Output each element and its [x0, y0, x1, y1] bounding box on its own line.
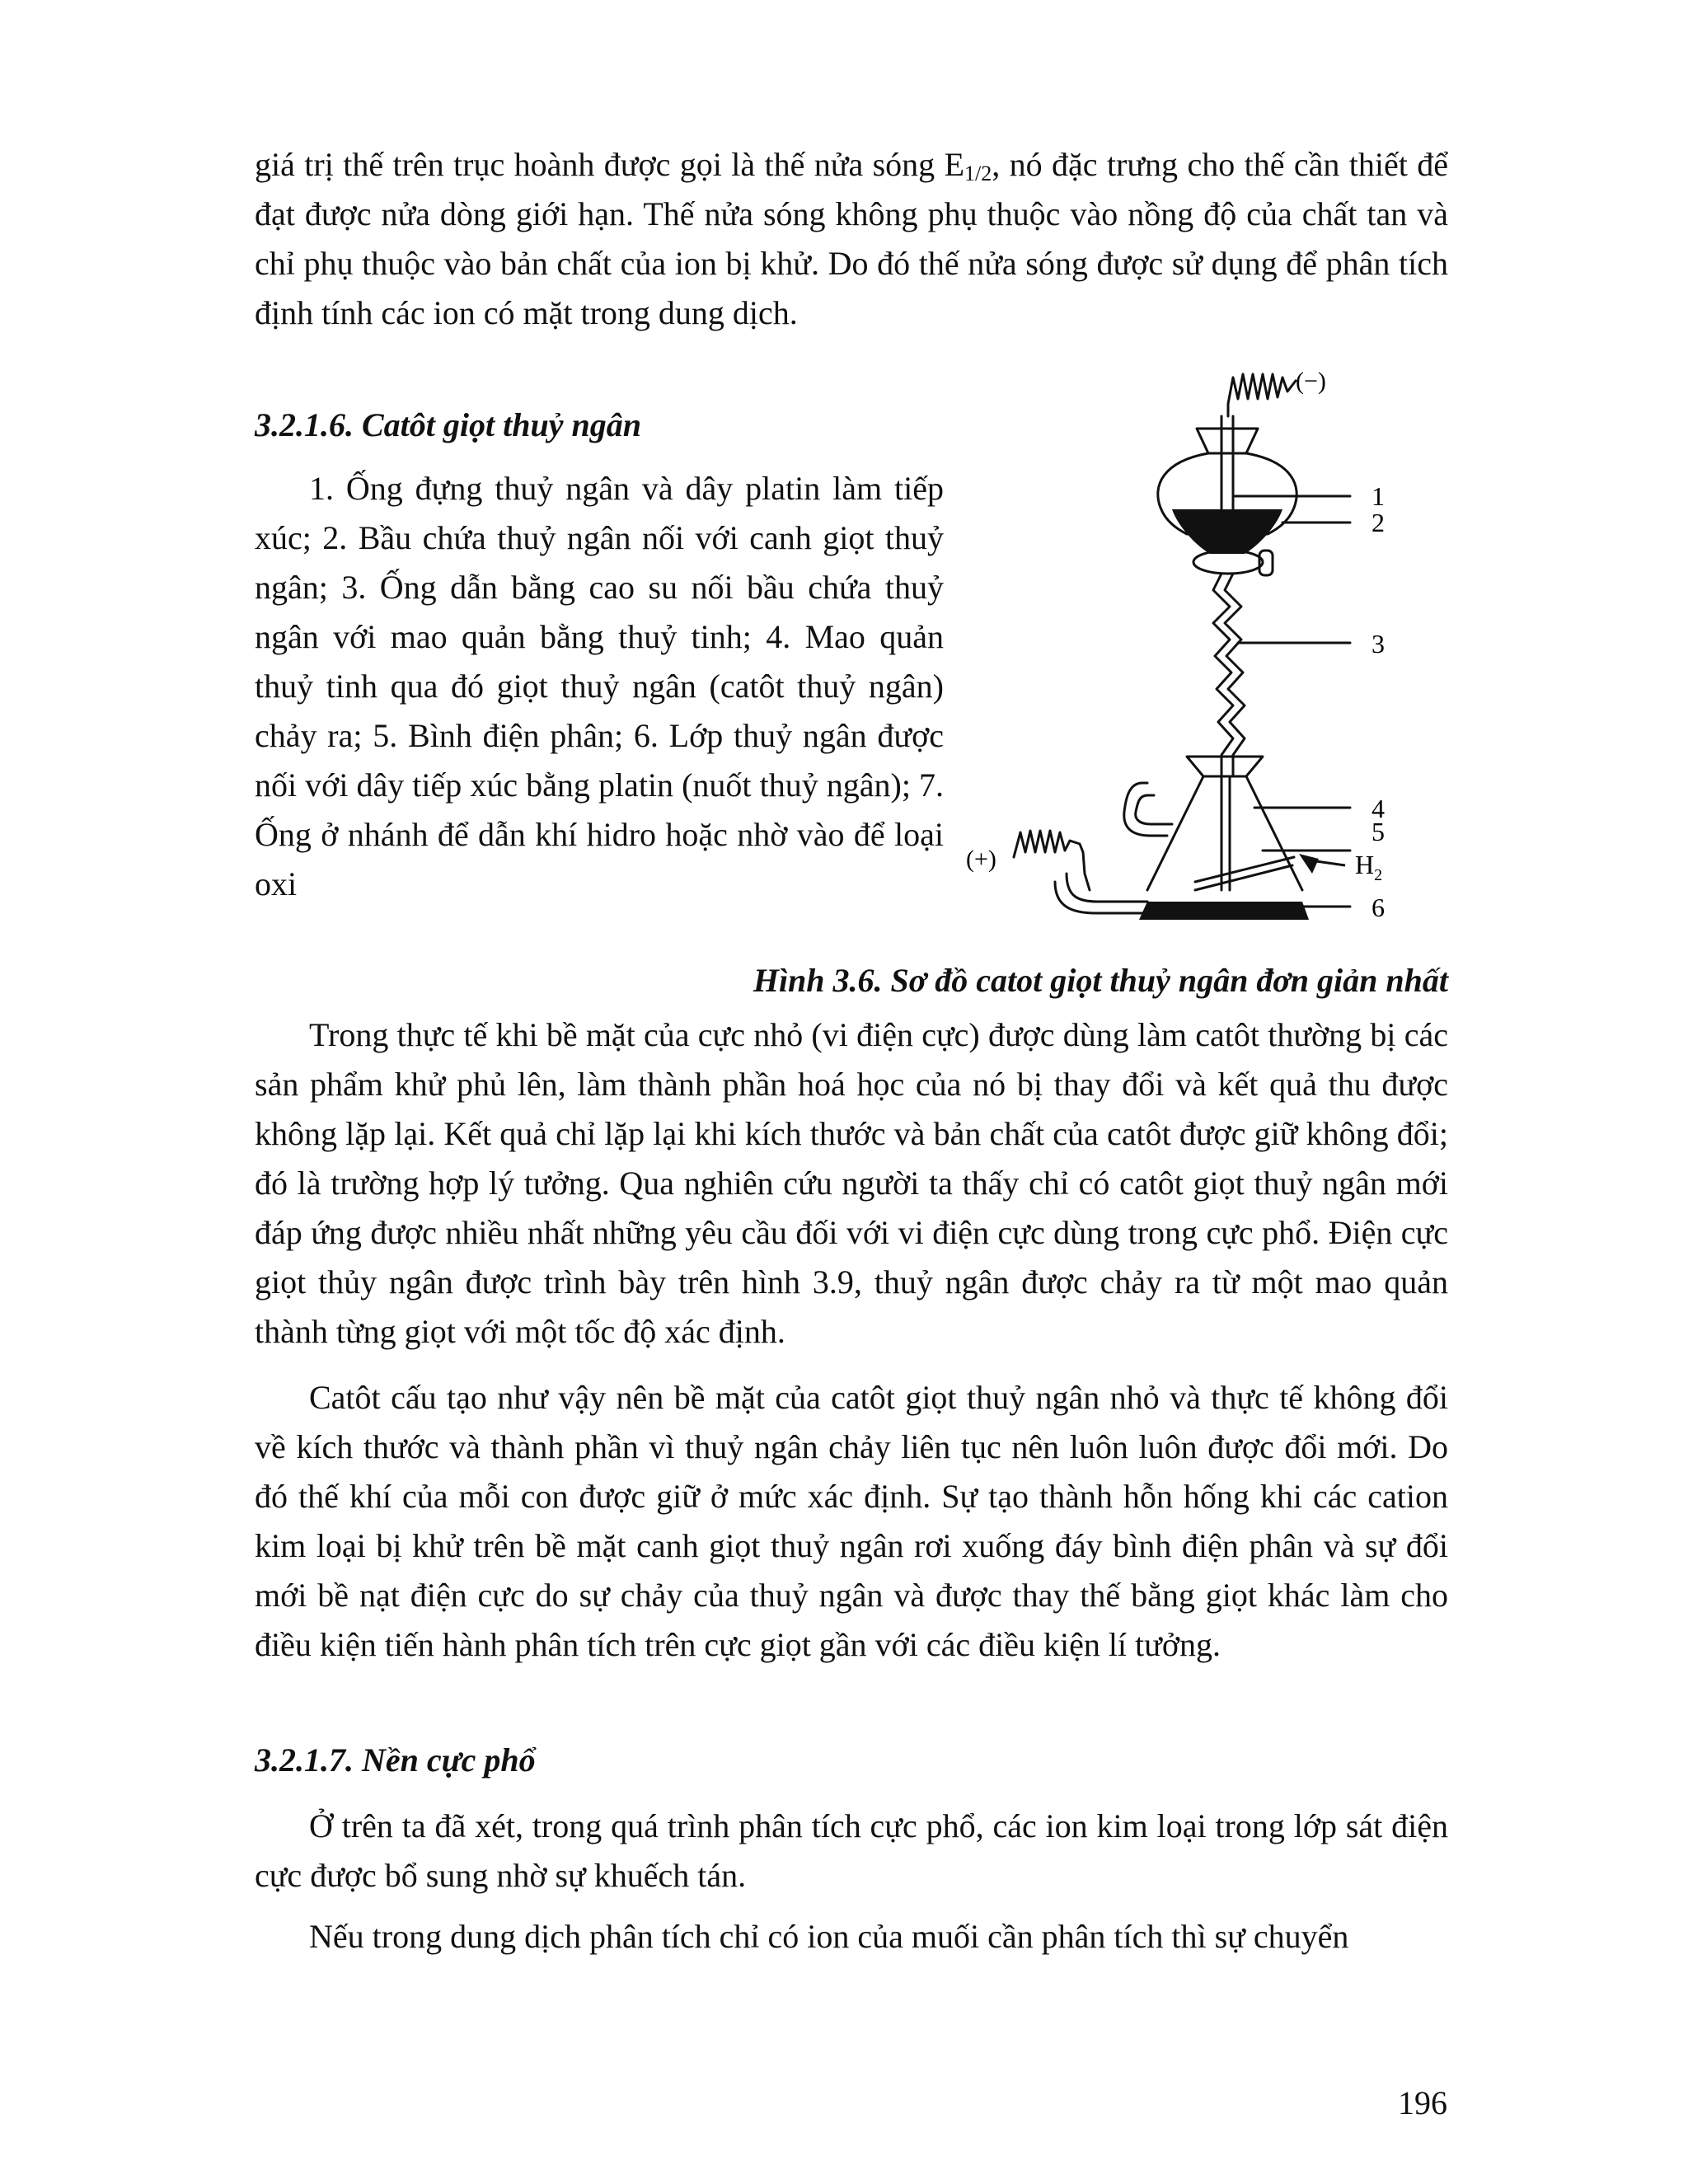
label-h2: $H_2$ — [1355, 850, 1383, 884]
electrolysis-vessel — [1147, 776, 1203, 890]
figure-caption: Hình 3.6. Sơ đồ catot giọt thuỷ ngân đơn giản nhất — [753, 962, 1448, 999]
label-2: 2 — [1372, 508, 1385, 537]
paragraph-3: Catôt cấu tạo như vậy nên bề mặt của catôt giọt thuỷ ngân nhỏ và thực tế không đổi về kích thước và thành phần vì thuỷ ngân chảy liên tục nên luôn luôn được đổi mới. Do đó thế khí của mỗi con được giữ ở mức xác định. Sự tạo thành hỗn hống khi các cation kim loại bị khử trên bề mặt canh giọt thuỷ ngân rơi xuống đáy bình điện phân và sự đổi mới bề nạt điện cực do sự chảy của thuỷ ngân và được thay thế bằng giọt khác làm cho điều kiện tiến hành phân tích trên cực giọt gần với các điều kiện lí tưởng. — [255, 1379, 1448, 1663]
negative-lead-wire — [1228, 374, 1296, 416]
paragraph-2: Trong thực tế khi bề mặt của cực nhỏ (vi điện cực) được dùng làm catôt thường bị các sản phẩm khử phủ lên, làm thành phần hoá học của nó bị thay đổi và kết quả thu được không lặp lại. Kết quả chỉ lặp lại khi kích thước và bản chất của catôt được giữ không đổi; đó là trường hợp lý tưởng. Qua nghiên cứu người ta thấy chỉ có catôt giọt thuỷ ngân mới đáp ứng được nhiều nhất những yêu cầu đối với vi điện cực dùng trong cực phổ. Điện cực giọt thủy ngân được trình bày trên hình 3.9, thuỷ ngân được chảy ra từ một mao quản thành từng giọt với một tốc độ xác định. — [255, 1016, 1448, 1350]
mercury-pool — [1139, 902, 1309, 920]
rubber-tube — [1213, 574, 1233, 775]
paragraph-4: Ở trên ta đã xét, trong quá trình phân tích cực phổ, các ion kim loại trong lớp sát điện cực được bổ sung nhờ sự khuếch tán. — [255, 1807, 1448, 1894]
stopcock — [1193, 551, 1263, 574]
subscript-half: 1/2 — [964, 162, 992, 185]
label-5: 5 — [1372, 817, 1385, 846]
label-1: 1 — [1372, 481, 1385, 511]
label-4: 4 — [1372, 794, 1385, 823]
paragraph-intro — [255, 140, 1448, 338]
intro-text-end: , nó đặc trưng cho thế cần thiết để đạt được nửa dòng giới hạn. Thế nửa sóng không phụ thuộc vào nồng độ của chất tan và chỉ phụ thuộc vào bản chất của ion bị khử. Do đó thế nửa sóng được sử dụng để phân tích định tính các ion có mặt trong dung dịch. — [255, 146, 1448, 331]
figure-legend-text: 1. Ống đựng thuỷ ngân và dây platin làm tiếp xúc; 2. Bầu chứa thuỷ ngân nối với canh giọt thuỷ ngân; 3. Ống dẫn bằng cao su nối bầu chứa thuỷ ngân với mao quản bằng thuỷ tinh; 4. Mao quản thuỷ tinh qua đó giọt thuỷ ngân (catôt thuỷ ngân) chảy ra; 5. Bình điện phân; 6. Lớp thuỷ ngân được nối với dây tiếp xúc bằng platin (nuốt thuỷ ngân); 7. Ống ở nhánh để dẫn khí hidro hoặc nhờ vào để loại oxi — [255, 470, 944, 902]
label-minus: (−) — [1296, 368, 1326, 395]
label-plus: (+) — [966, 846, 996, 873]
label-6: 6 — [1372, 893, 1385, 922]
mercury-in-reservoir — [1172, 509, 1282, 554]
positive-lead-wire — [1014, 831, 1090, 890]
page-number: 196 — [1398, 2084, 1447, 2121]
section-heading-3217: 3.2.1.7. Nền cực phổ — [255, 1741, 536, 1779]
label-3: 3 — [1372, 629, 1385, 658]
section-heading-3216: 3.2.1.6. Catôt giọt thuỷ ngân — [255, 406, 641, 443]
paragraph-5: Nếu trong dung dịch phân tích chỉ có ion của muối cần phân tích thì sự chuyển — [309, 1918, 1349, 1955]
dropping-mercury-electrode-diagram — [956, 346, 1451, 940]
intro-text-start: giá trị thế trên trục hoành được gọi là thế nửa sóng E — [255, 146, 965, 183]
